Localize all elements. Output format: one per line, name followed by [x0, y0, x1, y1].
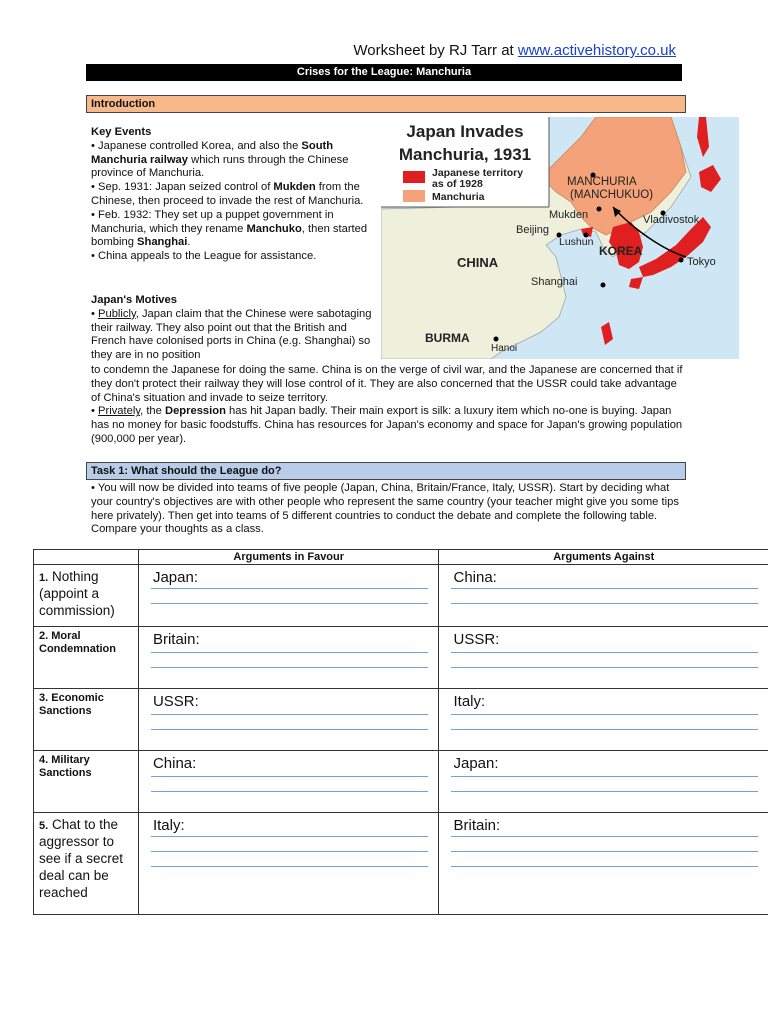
map-svg — [381, 117, 739, 359]
motive-public-end: to condemn the Japanese for doing the same. China is on the verge of civil war, and the Japanese are concerned that if they don't protect their railway they will lose control of it. They are also concerned that the USSR could take advantage of China's situation and invade to seize territory. — [91, 364, 683, 404]
favour-country: USSR: — [152, 693, 199, 710]
table-row — [34, 565, 768, 627]
favour-country: China: — [152, 755, 197, 772]
key-events-title: Key Events — [91, 126, 152, 138]
against-cell[interactable] — [439, 689, 768, 751]
motives-continued — [91, 364, 685, 447]
against-country: Japan: — [453, 755, 499, 772]
map-title-2: Manchuria, 1931 — [398, 145, 532, 164]
favour-cell[interactable] — [138, 813, 439, 915]
legend-japan-swatch — [403, 171, 425, 183]
hanoi-dot — [494, 337, 499, 342]
legend-japan-1: Japanese territory — [432, 167, 524, 179]
label-hanoi: Hanoi — [491, 343, 518, 354]
header-favour: Arguments in Favour — [138, 550, 439, 565]
key-events — [91, 126, 381, 264]
tokyo-dot — [679, 258, 684, 263]
legend-manchuria-swatch — [403, 190, 425, 202]
task-instructions: • You will now be divided into teams of five people (Japan, China, Britain/France, Italy, USSR). Start by deciding what your country's objectives are with other people who represent the same country (your teacher might give you some tips here privately). Then get into teams of 5 different countries to conduct the debate and complete the following table. Compare your thoughts as a class. — [91, 482, 679, 536]
arguments-table — [33, 549, 768, 915]
worksheet-header — [0, 42, 676, 59]
header-prefix: Worksheet by RJ Tarr at — [353, 42, 518, 59]
motive-public-start: • Publicly, Japan claim that the Chinese were sabotaging their railway. They also point out that the British and French have colonised ports in China (e.g. Shanghai) so they are in no position — [91, 307, 372, 362]
label-tokyo: Tokyo — [687, 256, 716, 268]
task-heading: Task 1: What should the League do? — [86, 462, 686, 480]
shanghai-dot — [601, 283, 606, 288]
header-blank — [34, 550, 139, 565]
against-cell[interactable] — [439, 751, 768, 813]
legend-manchuria: Manchuria — [432, 191, 485, 203]
option-label: 4. Military Sanctions — [34, 751, 139, 813]
against-country: USSR: — [453, 631, 500, 648]
worksheet-title: Crises for the League: Manchuria — [86, 64, 682, 81]
key-event-4: • China appeals to the League for assistance. — [91, 250, 317, 263]
label-manchukuo: (MANCHUKUO) — [570, 189, 654, 201]
against-country: Italy: — [453, 693, 486, 710]
favour-cell[interactable] — [138, 565, 439, 627]
option-label: 1. Nothing (appoint a commission) — [34, 565, 139, 627]
favour-cell[interactable] — [138, 627, 439, 689]
map-title-1: Japan Invades — [406, 122, 524, 141]
legend-japan-2: as of 1928 — [432, 178, 483, 190]
favour-cell[interactable] — [138, 751, 439, 813]
label-beijing: Beijing — [516, 224, 550, 236]
activehistory-link[interactable]: www.activehistory.co.uk — [517, 42, 676, 59]
introduction-heading: Introduction — [86, 95, 686, 113]
label-burma: BURMA — [425, 331, 470, 345]
against-cell[interactable] — [439, 565, 768, 627]
mukden-dot — [597, 207, 602, 212]
key-event-1: • Japanese controlled Korea, and also the South Manchuria railway which runs through the Chinese province of Manchuria. — [91, 139, 349, 180]
against-cell[interactable] — [439, 627, 768, 689]
favour-country: Italy: — [152, 817, 185, 834]
option-label: 2. Moral Condemnation — [34, 627, 139, 689]
table-row — [34, 751, 768, 813]
favour-cell[interactable] — [138, 689, 439, 751]
key-event-3: • Feb. 1932: They set up a puppet government in Manchuria, which they rename Manchuko, then started bombing Shanghai. — [91, 208, 368, 249]
table-row — [34, 813, 768, 915]
favour-country: Japan: — [152, 569, 198, 586]
table-row — [34, 689, 768, 751]
label-vladivostok: Vladivostok — [643, 214, 700, 226]
table-header-row — [34, 550, 768, 565]
option-label: 5. Chat to the aggressor to see if a secret deal can be reached — [34, 813, 139, 915]
label-manchuria: MANCHURIA — [567, 176, 637, 188]
label-korea: KOREA — [599, 244, 643, 258]
label-mukden: Mukden — [549, 209, 589, 221]
favour-country: Britain: — [152, 631, 200, 648]
option-label: 3. Economic Sanctions — [34, 689, 139, 751]
label-china: CHINA — [457, 255, 499, 270]
label-lushun: Lushun — [559, 236, 594, 248]
motive-private: • Privately, the Depression has hit Japan badly. Their main export is silk: a luxury item which no-one is buying. Japan has no money for basic foodstuffs. China has resources for Japan's economy and space for Japan's growing population (900,000 per year). — [91, 405, 683, 445]
table-row — [34, 627, 768, 689]
against-country: China: — [453, 569, 497, 586]
manchuria-map — [381, 117, 739, 359]
against-cell[interactable] — [439, 813, 768, 915]
label-shanghai: Shanghai — [531, 276, 578, 288]
motives-title: Japan's Motives — [91, 294, 177, 306]
japan-motives — [91, 294, 381, 363]
key-event-2: • Sep. 1931: Japan seized control of Mukden from the Chinese, then proceed to invade the rest of Manchuria. — [91, 181, 364, 207]
header-against: Arguments Against — [439, 550, 768, 565]
against-country: Britain: — [453, 817, 501, 834]
